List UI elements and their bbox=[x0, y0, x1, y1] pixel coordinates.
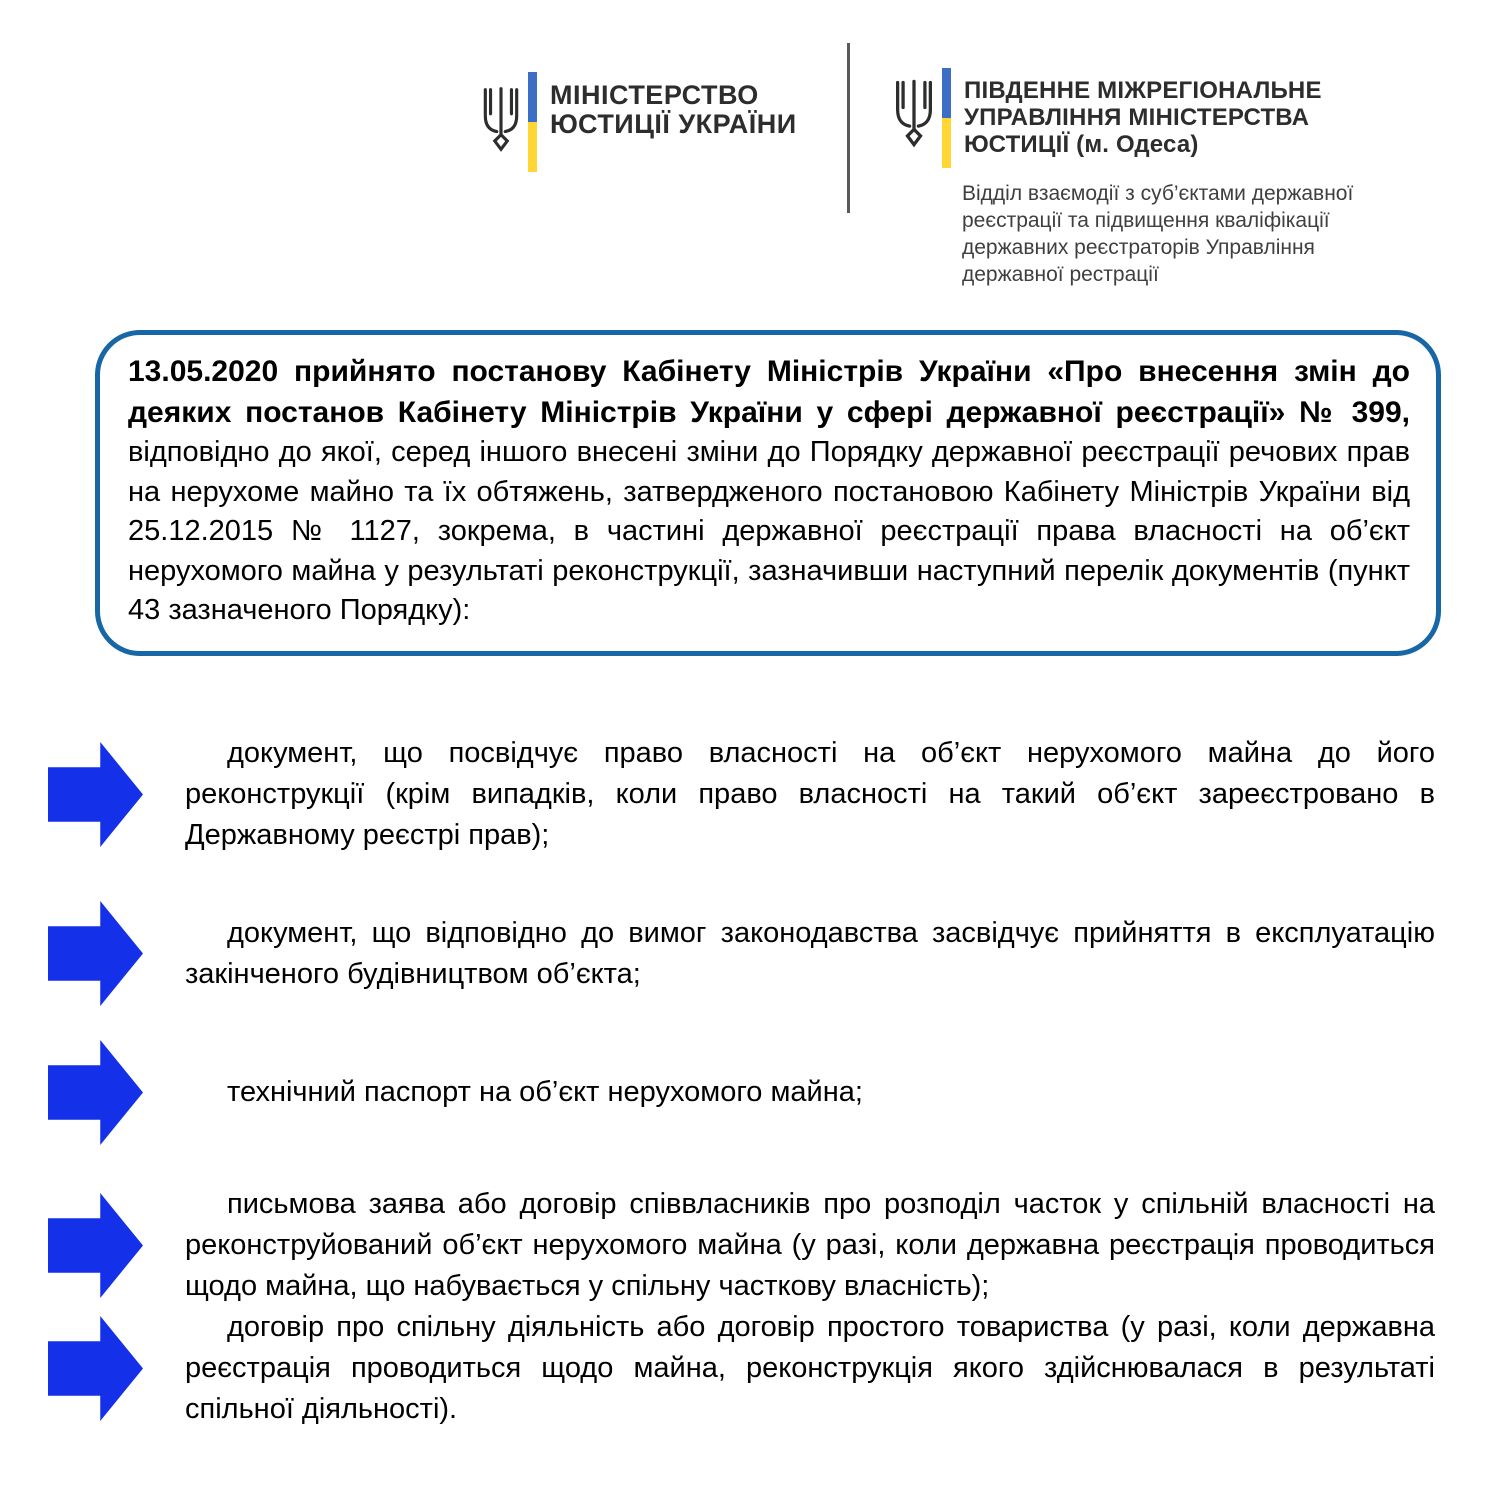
list-item bbox=[0, 1040, 1511, 1145]
arrow-right-icon bbox=[48, 1193, 143, 1298]
trident-icon bbox=[890, 74, 938, 152]
regional-office-logo bbox=[890, 68, 1322, 168]
list-item bbox=[0, 901, 1511, 1006]
item-text: документ, що посвідчує право власності на об’єкт нерухомого майна до його реконструкції (крім випадків, коли право власності на такий об’єкт зареєстровано в Державному реєстрі прав); bbox=[185, 737, 1435, 851]
intro-text bbox=[128, 352, 1410, 631]
arrow-right-icon bbox=[48, 1040, 143, 1145]
office-name bbox=[964, 77, 1322, 168]
office-name-line2: УПРАВЛІННЯ МІНІСТЕРСТВА bbox=[964, 104, 1310, 131]
item-text: документ, що відповідно до вимог законодавства засвідчує прийняття в експлуатацію закінченого будівництвом об’єкта; bbox=[185, 916, 1435, 990]
ministry-name-line1: МІНІСТЕРСТВО bbox=[550, 80, 759, 110]
intro-text-bold: 13.05.2020 прийнято постанову Кабінету Міністрів України «Про внесення змін до деяких постанов Кабінету Міністрів України у сфері державної реєстрації» № 399, bbox=[128, 355, 1410, 429]
flag-bar-icon bbox=[942, 68, 951, 168]
trident-icon bbox=[478, 80, 524, 158]
arrow-right-icon bbox=[48, 1316, 143, 1421]
ministry-name-line2: ЮСТИЦІЇ УКРАЇНИ bbox=[550, 109, 797, 139]
document-list bbox=[0, 733, 1511, 1430]
list-item bbox=[0, 733, 1511, 856]
arrow-right-icon bbox=[48, 742, 143, 847]
list-item bbox=[0, 1307, 1511, 1430]
flag-blue-segment bbox=[528, 72, 537, 122]
ministry-name bbox=[550, 81, 797, 172]
flag-yellow-segment bbox=[528, 122, 537, 172]
list-item bbox=[0, 1184, 1511, 1307]
item-text: договір про спільну діяльність або договір простого товариства (у разі, коли державна реєстрація проводиться щодо майна, реконструкція якого здійснювалася в результаті спільної діяльності). bbox=[185, 1311, 1435, 1425]
flag-blue-segment bbox=[942, 68, 951, 118]
flag-bar-icon bbox=[528, 72, 537, 172]
intro-text-normal: відповідно до якої, серед іншого внесені зміни до Порядку державної реєстрації речових прав на нерухоме майно та їх обтяжень, затвердженого постановою Кабінету Міністрів України від 25.12.2015 № 1127, зокрема, в частині державної реєстрації права власності на об’єкт нерухомого майна у результаті реконструкції, зазначивши наступний перелік документів (пункт 43 зазначеного Порядку): bbox=[128, 436, 1410, 626]
office-name-line1: ПІВДЕННЕ МІЖРЕГІОНАЛЬНЕ bbox=[964, 77, 1322, 104]
item-text: технічний паспорт на об’єкт нерухомого майна; bbox=[227, 1076, 863, 1108]
office-subtitle: Відділ взаємодії з суб’єктами державної реєстрації та підвищення кваліфікації державних реєстраторів Управління державної рестрації bbox=[962, 182, 1354, 286]
logo-divider bbox=[847, 43, 850, 213]
intro-box bbox=[95, 330, 1441, 656]
flag-yellow-segment bbox=[942, 118, 951, 168]
arrow-right-icon bbox=[48, 901, 143, 1006]
item-text: письмова заява або договір співвласників про розподіл часток у спільній власності на реконструйований об’єкт нерухомого майна (у разі, коли державна реєстрація проводиться щодо майна, що набувається у спільну часткову власність); bbox=[185, 1188, 1435, 1302]
ministry-logo bbox=[478, 72, 797, 172]
office-name-line3: ЮСТИЦІЇ (м. Одеса) bbox=[964, 131, 1199, 158]
